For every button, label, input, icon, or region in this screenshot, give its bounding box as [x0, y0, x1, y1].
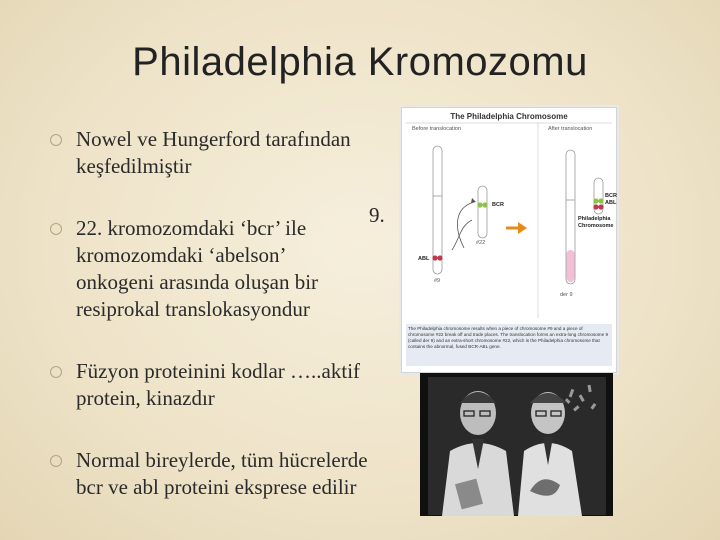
abl-label: ABL: [418, 256, 430, 262]
bullet-text: Füzyon proteinini kodlar …..aktif protein, kinazdır: [76, 359, 361, 410]
bullet-circle-icon: [50, 134, 62, 146]
der9-label: der 9: [560, 292, 573, 298]
philadelphia-label-line1: Philadelphia: [578, 216, 611, 222]
chr9-label: #9: [434, 278, 441, 284]
bullet-circle-icon: [50, 366, 62, 378]
slide-title: Philadelphia Kromozomu: [132, 40, 588, 84]
bullet-item: [48, 358, 368, 412]
before-translocation-label: Before translocation: [412, 126, 461, 132]
bcr-abl-bcr-label: BCR: [605, 193, 617, 199]
bcr-label: BCR: [492, 202, 504, 208]
bullet-item: [48, 447, 368, 501]
bullet-text: Normal bireylerde, tüm hücrelerde bcr ve abl proteini ekspresе edilir: [76, 448, 368, 499]
bullet-list: [48, 126, 368, 536]
chromosome-9-before: [433, 146, 442, 274]
philadelphia-chromosome-figure: [401, 107, 617, 373]
photo-graphics: [420, 373, 613, 516]
bullet-circle-icon: [50, 455, 62, 467]
bullet-text: Nowel ve Hungerford tarafından keşfedilmiştir: [76, 127, 351, 178]
stray-text: 9.: [369, 203, 385, 227]
after-translocation-label: After translocation: [548, 126, 593, 132]
bcr-abl-abl-label: ABL: [605, 200, 617, 206]
figure-caption: The Philadelphia chromosome results when a piece of chromosome #9 and a piece of chromosome #22 break off and trade places. The translocation forms an extra-long chromosome 9 (called der 9) and an extra-short chromosome #22, which is the Philadelphia chromosome that contains the abnormal, fused BCR-ABL gene.: [408, 326, 609, 349]
bullet-circle-icon: [50, 223, 62, 235]
chromosome-22-before: [478, 186, 487, 238]
bullet-item: [48, 215, 368, 323]
bullet-item: [48, 126, 368, 180]
philadelphia-label-line2: Chromosome: [578, 223, 614, 229]
chr22-label: #22: [476, 240, 486, 246]
bullet-text: 22. kromozomdaki ‘bcr’ ile kromozomdaki ‘abelson’ onkogeni arasında oluşan bir resiprokal translokasyondur: [76, 216, 319, 321]
figure-title: The Philadelphia Chromosome: [450, 112, 568, 121]
researchers-photo: [420, 373, 613, 516]
